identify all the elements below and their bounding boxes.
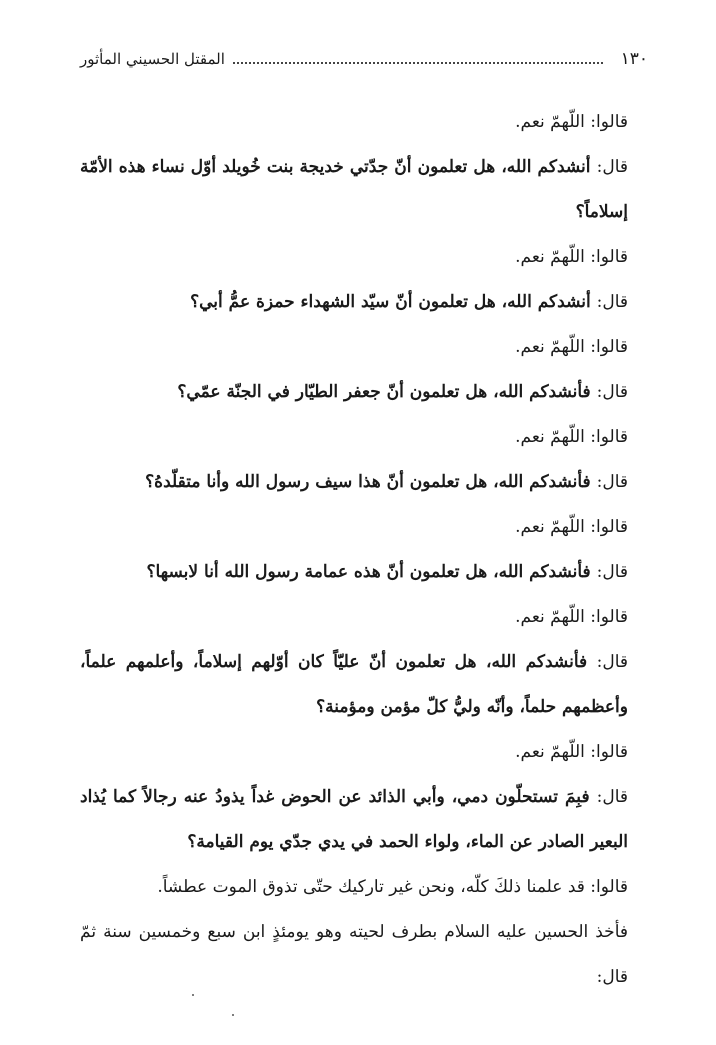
paragraph-text: اللّهمّ نعم. bbox=[515, 517, 585, 537]
speaker: قال: bbox=[596, 157, 628, 177]
paragraph-13 bbox=[80, 730, 648, 775]
page-number: ١٣٠ bbox=[620, 49, 648, 69]
paragraph-15 bbox=[80, 865, 648, 910]
paragraph-5 bbox=[80, 325, 648, 370]
paragraph-text: أنشدكم الله، هل تعلمون أنّ جدّتي خديجة بنت خُويلد أوّل نساء هذه الأمّة إسلاماً؟ bbox=[80, 157, 628, 222]
scan-dot bbox=[192, 994, 194, 996]
paragraph-8 bbox=[80, 460, 648, 505]
speaker: قالوا: bbox=[590, 742, 628, 762]
paragraph-text: فبِمَ تستحلّون دمي، وأبي الذائد عن الحوض غداً يذودُ عنه رجالاً كما يُذاد البعير الصادر عن الماء، ولواء الحمد في يدي جدّي يوم القيامة؟ bbox=[80, 787, 628, 852]
speaker: قال: bbox=[596, 382, 628, 402]
speaker: قالوا: bbox=[590, 337, 628, 357]
speaker: قال: bbox=[596, 562, 628, 582]
speaker: قالوا: bbox=[590, 112, 628, 132]
paragraph-12 bbox=[80, 640, 648, 730]
paragraph-9 bbox=[80, 505, 648, 550]
paragraph-text: فأنشدكم الله، هل تعلمون أنّ هذا سيف رسول الله وأنا متقلّدهُ؟ bbox=[145, 472, 591, 492]
speaker: قالوا: bbox=[590, 247, 628, 267]
speaker: قال: bbox=[596, 292, 628, 312]
paragraph-7 bbox=[80, 415, 648, 460]
paragraph-text: أنشدكم الله، هل تعلمون أنّ سيّد الشهداء حمزة عمُّ أبي؟ bbox=[190, 292, 591, 312]
paragraph-text: اللّهمّ نعم. bbox=[515, 337, 585, 357]
footer-scan-marks bbox=[190, 992, 250, 1022]
paragraph-text: فأنشدكم الله، هل تعلمون أنّ جعفر الطيّار في الجنّة عمّي؟ bbox=[177, 382, 591, 402]
speaker: قالوا: bbox=[590, 517, 628, 537]
speaker: قال: bbox=[596, 472, 628, 492]
paragraph-text: اللّهمّ نعم. bbox=[515, 247, 585, 267]
paragraph-16 bbox=[80, 910, 648, 1000]
book-title: المقتل الحسيني المأثور bbox=[80, 50, 225, 68]
paragraph-text: اللّهمّ نعم. bbox=[515, 427, 585, 447]
paragraph-3 bbox=[80, 235, 648, 280]
paragraph-1 bbox=[80, 100, 648, 145]
paragraph-10 bbox=[80, 550, 648, 595]
paragraph-14 bbox=[80, 775, 648, 865]
paragraph-text: اللّهمّ نعم. bbox=[515, 112, 585, 132]
paragraph-2 bbox=[80, 145, 648, 235]
paragraph-text: فأنشدكم الله، هل تعلمون أنّ هذه عمامة رسول الله أنا لابسها؟ bbox=[146, 562, 591, 582]
paragraph-text: فأخذ الحسين عليه السلام بطرف لحيته وهو يومئذٍ ابن سبع وخمسين سنة ثمّ قال: bbox=[80, 922, 628, 987]
paragraph-6 bbox=[80, 370, 648, 415]
speaker: قال: bbox=[596, 787, 629, 807]
page-body bbox=[80, 100, 648, 1000]
speaker: قالوا: bbox=[590, 607, 628, 627]
page-header bbox=[80, 44, 648, 74]
speaker: قال: bbox=[596, 652, 628, 672]
paragraph-4 bbox=[80, 280, 648, 325]
paragraph-text: اللّهمّ نعم. bbox=[515, 607, 585, 627]
header-dotted-leader bbox=[233, 62, 603, 64]
speaker: قالوا: bbox=[590, 877, 628, 897]
speaker: قالوا: bbox=[590, 427, 628, 447]
paragraph-text: اللّهمّ نعم. bbox=[515, 742, 585, 762]
paragraph-11 bbox=[80, 595, 648, 640]
paragraph-text: قد علمنا ذلكَ كلّه، ونحن غير تاركيك حتّى تذوق الموت عطشاً. bbox=[157, 877, 585, 897]
scan-dot bbox=[232, 1014, 234, 1016]
paragraph-text: فأنشدكم الله، هل تعلمون أنّ عليّاً كان أوّلهم إسلاماً، وأعلمهم علماً، وأعظمهم حلماً، وأنّه وليُّ كلّ مؤمن ومؤمنة؟ bbox=[80, 652, 628, 717]
